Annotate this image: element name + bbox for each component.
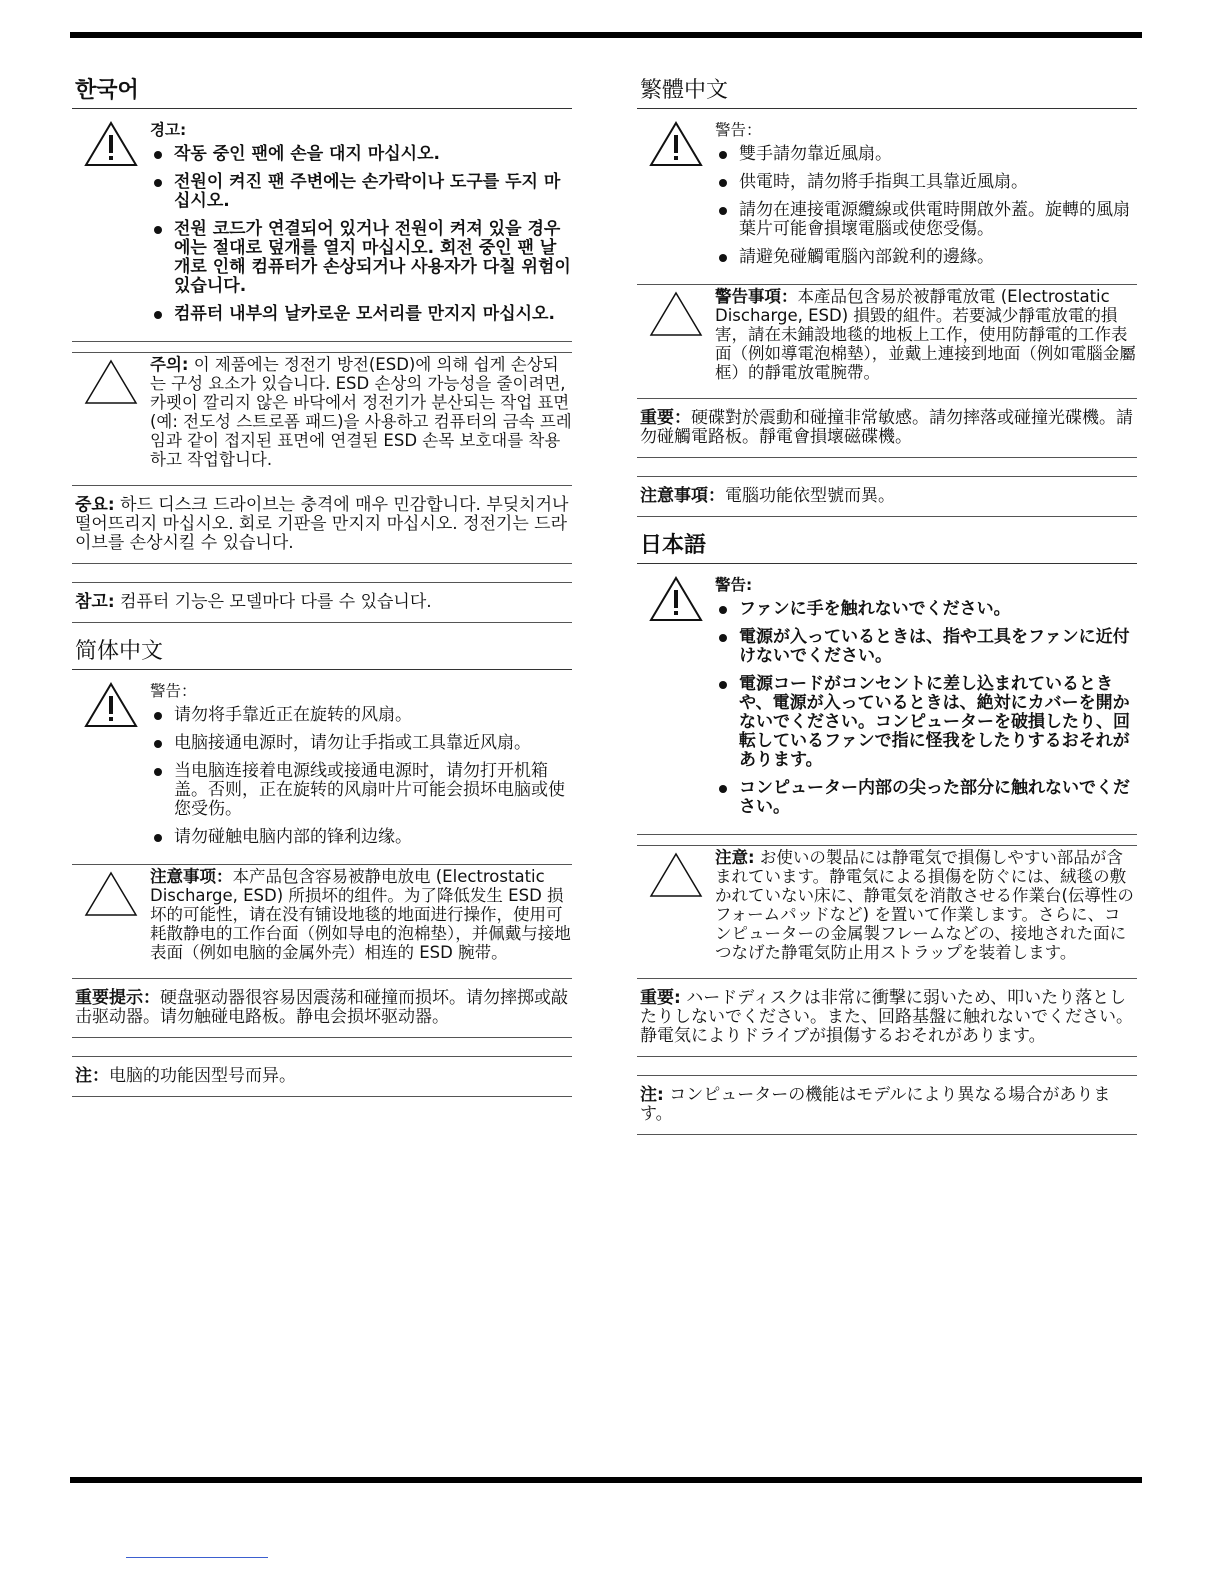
caution-icon	[72, 865, 150, 962]
list-item: ファンに手を触れないでください。	[715, 600, 1137, 619]
caution-label: 警告事項：	[715, 287, 798, 306]
list-item: 电脑接通电源时，请勿让手指或工具靠近风扇。	[150, 734, 572, 753]
warning-box-korean	[72, 115, 572, 339]
important-block	[637, 398, 1137, 458]
bottom-rule	[70, 1477, 1142, 1483]
section-title-korean: 한국어	[72, 76, 572, 109]
warning-icon	[72, 115, 150, 333]
warning-box-simplified-chinese	[72, 676, 572, 862]
footer-link-underline	[126, 1557, 268, 1558]
list-item: 雙手請勿靠近風扇。	[715, 145, 1137, 164]
note-text: コンピューターの機能はモデルにより異なる場合があります。	[640, 1085, 1111, 1124]
warning-label: 경고:	[150, 121, 187, 139]
caution-icon	[637, 285, 715, 382]
note-label: 注：	[75, 1066, 109, 1086]
warning-box-traditional-chinese	[637, 115, 1137, 282]
note-block	[637, 476, 1137, 517]
warning-list	[715, 145, 1137, 267]
section-title-traditional-chinese: 繁體中文	[637, 76, 1137, 109]
list-item: 请勿将手靠近正在旋转的风扇。	[150, 706, 572, 725]
warning-label: 警告:	[715, 576, 753, 594]
warning-icon	[72, 676, 150, 856]
divider	[72, 341, 572, 342]
note-text: 电脑的功能因型号而异。	[109, 1066, 296, 1086]
top-rule	[70, 32, 1142, 38]
warning-box-japanese	[637, 570, 1137, 832]
caution-label: 注意事项：	[150, 867, 233, 886]
important-text: 硬盘驱动器很容易因震荡和碰撞而损坏。请勿摔掷或敲击驱动器。请勿触碰电路板。静电会损坏驱动器。	[75, 988, 568, 1027]
important-block	[72, 978, 572, 1038]
list-item: 전원 코드가 연결되어 있거나 전원이 켜져 있을 경우에는 절대로 덮개를 열지 마십시오. 회전 중인 팬 날개로 인해 컴퓨터가 손상되거나 사용자가 다칠 위험이 있습니다.	[150, 220, 572, 296]
important-label: 重要：	[640, 408, 691, 428]
warning-icon	[637, 115, 715, 276]
list-item: 電源が入っているときは、指や工具をファンに近付けないでください。	[715, 628, 1137, 666]
note-block	[72, 1056, 572, 1097]
list-item: 컴퓨터 내부의 날카로운 모서리를 만지지 마십시오.	[150, 305, 572, 324]
caution-box-japanese	[637, 846, 1137, 968]
warning-icon	[637, 570, 715, 826]
list-item: 電源コードがコンセントに差し込まれているときや、電源が入っているときは、絶対にカバーを開かないでください。コンピューターを破損したり、回転しているファンで指に怪我をしたりするおそれがあります。	[715, 675, 1137, 770]
note-block	[72, 582, 572, 623]
section-korean	[72, 76, 572, 623]
warning-list	[715, 600, 1137, 817]
important-label: 重要提示：	[75, 988, 160, 1008]
section-title-japanese: 日本語	[637, 531, 1137, 564]
note-label: 注:	[640, 1085, 664, 1105]
list-item: 请勿碰触电脑内部的锋利边缘。	[150, 828, 572, 847]
caution-text: お使いの製品には静電気で損傷しやすい部品が含まれています。静電気による損傷を防ぐには、絨毯の敷かれていない床に、静電気を消散させる作業台(伝導性のフォームパッドなど) を置いて作業します。さらに、コンピューターの金属製フレームなどの、接地された面につなげた静電気防止用ストラップを装着します。	[715, 848, 1134, 962]
note-block	[637, 1075, 1137, 1135]
caution-icon	[72, 353, 150, 469]
warning-list	[150, 706, 572, 847]
list-item: 전원이 켜진 팬 주변에는 손가락이나 도구를 두지 마십시오.	[150, 173, 572, 211]
caution-box-korean	[72, 353, 572, 475]
section-traditional-chinese	[637, 76, 1137, 517]
warning-label: 警告：	[150, 682, 197, 700]
list-item: 当电脑连接着电源线或接通电源时，请勿打开机箱盖。否则，正在旋转的风扇叶片可能会损坏电脑或使您受伤。	[150, 762, 572, 819]
list-item: コンピューター内部の尖った部分に触れないでください。	[715, 779, 1137, 817]
caution-box-traditional-chinese	[637, 285, 1137, 388]
caution-label: 注意:	[715, 848, 755, 867]
section-japanese	[637, 531, 1137, 1135]
caution-text: 이 제품에는 정전기 방전(ESD)에 의해 쉽게 손상되는 구성 요소가 있습니다. ESD 손상의 가능성을 줄이려면, 카펫이 깔리지 않은 바닥에서 정전기가 분산되는 작업 표면(예: 전도성 스트로폼 패드)을 사용하고 컴퓨터의 금속 프레임과 같이 접지된 표면에 연결된 ESD 손목 보호대를 착용하고 작업합니다.	[150, 355, 572, 469]
note-label: 참고:	[75, 592, 115, 612]
note-label: 注意事項：	[640, 486, 725, 506]
left-column	[72, 76, 572, 1111]
section-title-simplified-chinese: 简体中文	[72, 637, 572, 670]
list-item: 請勿在連接電源纜線或供電時開啟外蓋。旋轉的風扇葉片可能會損壞電腦或使您受傷。	[715, 201, 1137, 239]
caution-text: 本产品包含容易被静电放电 (Electrostatic Discharge, ESD) 所损坏的组件。为了降低发生 ESD 损坏的可能性，请在没有铺设地毯的地面进行操作，使用可耗散静电的工作台面（例如导电的泡棉垫），并佩戴与接地表面（例如电脑的金属外壳）相连的 ESD 腕带。	[150, 867, 571, 962]
important-text: ハードディスクは非常に衝撃に弱いため、叩いたり落としたりしないでください。また、回路基盤に触れないでください。静電気によりドライブが損傷するおそれがあります。	[640, 988, 1133, 1046]
right-column	[637, 76, 1137, 1149]
warning-list	[150, 145, 572, 324]
caution-box-simplified-chinese	[72, 865, 572, 968]
note-text: 컴퓨터 기능은 모델마다 다를 수 있습니다.	[120, 592, 432, 612]
warning-label: 警告：	[715, 121, 762, 139]
important-block	[72, 485, 572, 564]
list-item: 供電時，請勿將手指與工具靠近風扇。	[715, 173, 1137, 192]
note-text: 電腦功能依型號而異。	[725, 486, 895, 506]
list-item: 작동 중인 팬에 손을 대지 마십시오.	[150, 145, 572, 164]
important-label: 중요:	[75, 495, 115, 515]
section-simplified-chinese	[72, 637, 572, 1097]
important-text: 硬碟對於震動和碰撞非常敏感。請勿摔落或碰撞光碟機。請勿碰觸電路板。靜電會損壞磁碟機。	[640, 408, 1133, 447]
caution-label: 주의:	[150, 355, 189, 374]
important-block	[637, 978, 1137, 1057]
list-item: 請避免碰觸電腦內部銳利的邊緣。	[715, 248, 1137, 267]
divider	[637, 834, 1137, 835]
important-label: 重要:	[640, 988, 681, 1008]
caution-icon	[637, 846, 715, 962]
important-text: 하드 디스크 드라이브는 충격에 매우 민감합니다. 부딪치거나 떨어뜨리지 마십시오. 회로 기판을 만지지 마십시오. 정전기는 드라이브를 손상시킬 수 있습니다.	[75, 495, 569, 553]
caution-text: 本產品包含易於被靜電放電 (Electrostatic Discharge, ESD) 損毀的組件。若要減少靜電放電的損害，請在未鋪設地毯的地板上工作，使用防靜電的工作表面（例如導電泡棉墊），並戴上連接到地面（例如電腦金屬框）的靜電放電腕帶。	[715, 287, 1136, 382]
